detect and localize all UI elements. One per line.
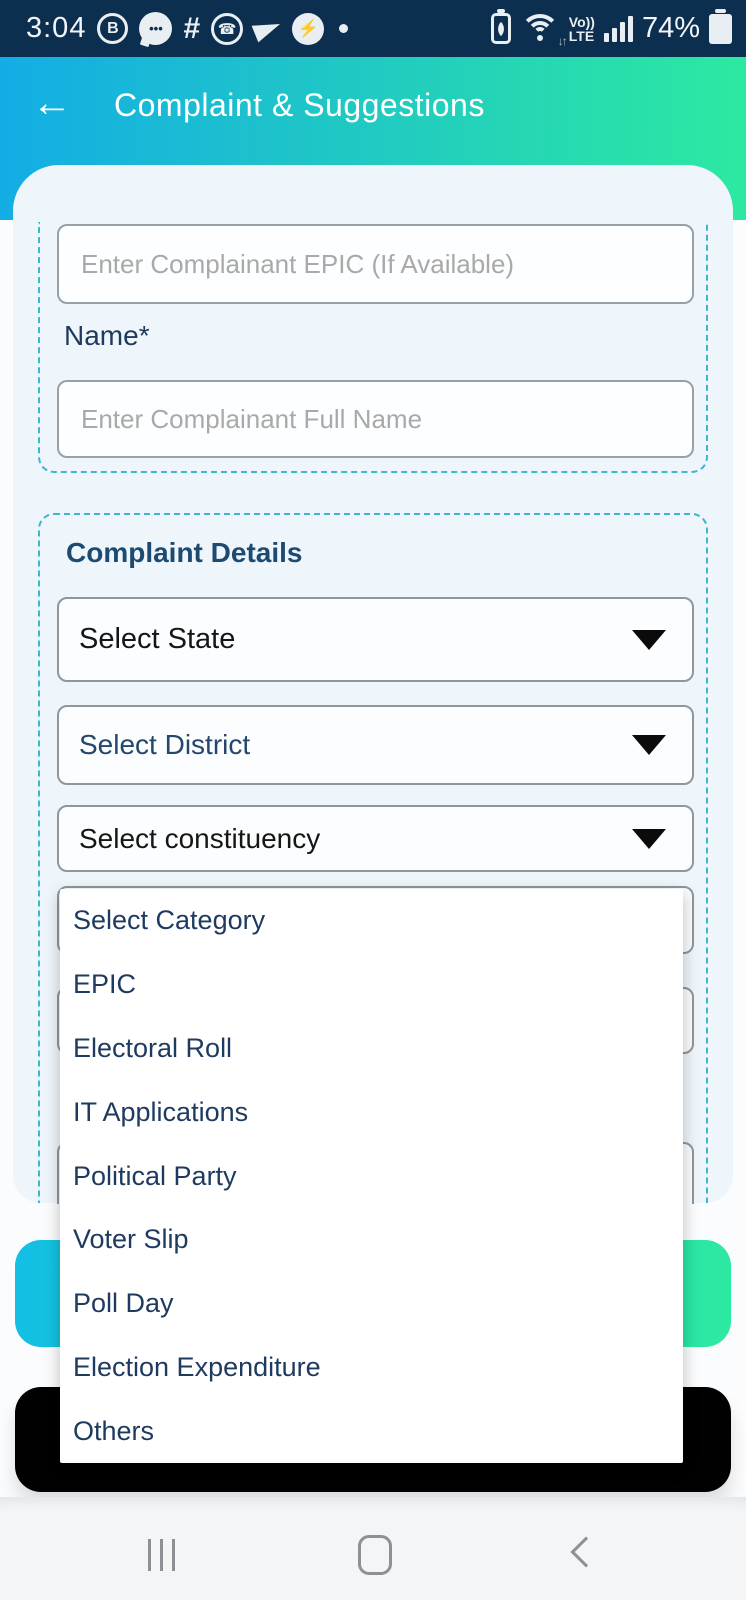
constituency-select-value: Select constituency — [79, 822, 321, 854]
signal-strength-icon — [604, 16, 633, 42]
section-heading: Complaint Details — [66, 537, 303, 568]
telegram-icon — [252, 15, 284, 42]
epic-input[interactable] — [57, 224, 694, 304]
dropdown-option-others[interactable]: Others — [73, 1415, 155, 1446]
name-label: Name* — [64, 320, 150, 351]
caret-down-icon — [632, 630, 666, 650]
volte-top-label: Vo)) — [568, 13, 595, 30]
slack-icon: # — [183, 11, 201, 45]
dropdown-option-epic[interactable]: EPIC — [73, 969, 137, 1000]
state-select[interactable] — [57, 597, 694, 682]
caret-down-icon — [632, 829, 666, 849]
dropdown-option-election-expenditure[interactable]: Election Expenditure — [73, 1351, 321, 1382]
dropdown-option-political-party[interactable]: Political Party — [73, 1160, 237, 1191]
wifi-icon: ↓↑ — [520, 14, 560, 44]
constituency-select[interactable] — [57, 805, 694, 872]
status-bar — [0, 0, 746, 57]
full-name-input[interactable] — [57, 380, 694, 458]
back-arrow-icon[interactable]: ← — [32, 81, 72, 125]
battery-percent: 74% — [641, 12, 700, 44]
status-bar-left — [26, 12, 348, 45]
volte-indicator — [569, 15, 595, 43]
state-select-value: Select State — [79, 623, 236, 655]
messenger-icon: ⚡ — [292, 13, 324, 45]
home-icon[interactable] — [358, 1535, 392, 1575]
complainant-section — [38, 222, 708, 473]
dropdown-option-it-applications[interactable]: IT Applications — [73, 1096, 249, 1127]
district-select[interactable] — [57, 705, 694, 785]
recents-icon[interactable] — [148, 1539, 175, 1571]
status-bar-right — [491, 12, 732, 48]
notification-dot-icon — [339, 24, 348, 33]
dropdown-option-voter-slip[interactable]: Voter Slip — [73, 1224, 189, 1255]
dropdown-option-poll-day[interactable]: Poll Day — [73, 1288, 174, 1319]
b-badge-icon: B — [97, 13, 128, 44]
dropdown-option-select-category[interactable]: Select Category — [73, 905, 266, 936]
chat-dots-icon: ••• — [139, 12, 172, 45]
caret-down-icon — [632, 735, 666, 755]
battery-icon — [709, 14, 732, 44]
android-nav-bar — [0, 1497, 746, 1600]
category-dropdown-list — [60, 889, 683, 1463]
whatsapp-icon: ☎ — [211, 13, 243, 45]
volte-bottom-label: LTE — [568, 27, 595, 44]
page-title: Complaint & Suggestions — [114, 87, 485, 123]
clock: 3:04 — [26, 12, 87, 44]
dropdown-option-electoral-roll[interactable]: Electoral Roll — [73, 1032, 233, 1063]
district-select-value: Select District — [79, 729, 251, 760]
battery-saver-icon — [491, 13, 511, 44]
nav-back-icon[interactable] — [570, 1536, 601, 1567]
